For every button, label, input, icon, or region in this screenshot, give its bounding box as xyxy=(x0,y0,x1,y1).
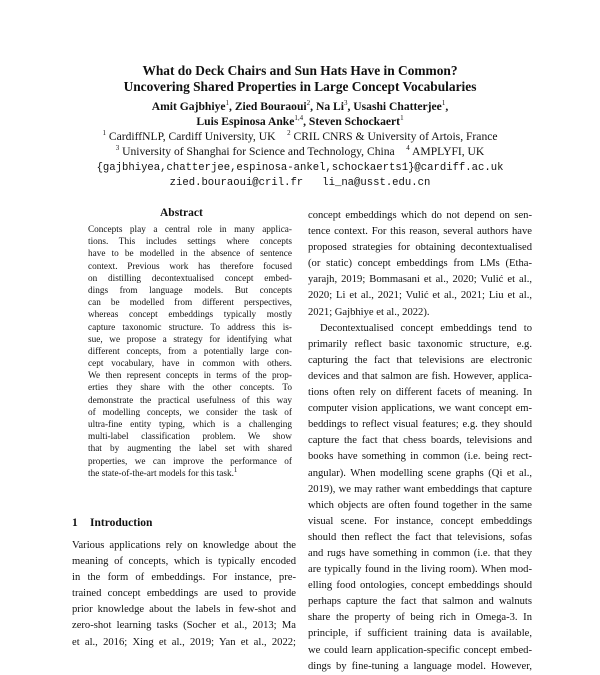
text-line: demonstrate the practical usefulness of this way xyxy=(88,395,292,406)
author-sup: 1,4 xyxy=(294,114,304,123)
affiliation-sup: 4 xyxy=(406,144,410,153)
affiliation-text: AMPLYFI, UK xyxy=(412,145,485,158)
text-line: in the form of embeddings. For instance, pre- xyxy=(72,572,296,584)
text-line: capturing the fact that televisions are electronic xyxy=(308,354,532,366)
section-number: 1 xyxy=(72,517,78,529)
text-line: concept embeddings which do not depend on sen- xyxy=(308,210,532,221)
text-line: computer vision applications, we want concept em- xyxy=(308,403,532,415)
text-line: have to be modelled in the absence of sentence xyxy=(88,249,292,260)
affiliation-text: University of Shanghai for Science and Technology, China xyxy=(122,145,395,158)
text-line: and rugs have something in common (i.e. that they xyxy=(308,547,532,559)
text-line: dings by fine-tuning a language model. However, xyxy=(308,660,532,672)
text-line: properties, we can improve the performance of xyxy=(88,456,292,467)
text-line: on distilling decontextualised concept embed- xyxy=(88,273,292,284)
text-line: capture the fact that chess boards, televisions and xyxy=(308,435,532,447)
text-line: We then represent concepts in terms of the prop- xyxy=(88,371,292,382)
text-line: sue, we propose a strategy for identifying what xyxy=(88,334,292,345)
author-name: Usashi Chatterjee xyxy=(353,100,442,113)
affiliation-text: CRIL CNRS & University of Artois, France xyxy=(293,130,498,143)
paper-title-line-1: What do Deck Chairs and Sun Hats Have in Common? xyxy=(142,63,458,78)
text-line: share the property of being rich in Omega-3. In xyxy=(308,612,532,624)
text-line: tence context. For this reason, several authors have xyxy=(308,226,532,238)
text-line: proposed strategies for obtaining decontextualised xyxy=(308,242,532,254)
text-line: 2019), we may rather want embeddings that capture xyxy=(308,483,532,495)
text-line: are typically found in the living room). When mod- xyxy=(308,564,532,576)
text-line: we could learn application-specific concept embed- xyxy=(308,644,532,656)
author-sup: 1 xyxy=(441,99,446,108)
author-line-1: Amit Gajbhiye$^1$, Zied Bouraoui$^2$, Na Li$^3$, Usashi Chatterjee$^1$, xyxy=(151,99,449,113)
text-line: primarily reflect basic taxonomic structure, e.g. xyxy=(308,338,532,350)
text-line: cept vocabulary, have in common with others. xyxy=(88,359,292,370)
author-sup: 2 xyxy=(306,99,311,108)
text-line: et al., 2016; Xing et al., 2019; Yan et al., 2022; xyxy=(72,636,296,648)
affiliation-sup: 1 xyxy=(102,129,106,138)
text-line: tions often rely on different facets of meaning. In xyxy=(308,387,532,399)
text-line: different concepts, from a potentially large con- xyxy=(88,346,292,357)
text-line: (or static) concept embeddings from LMs (Etha- xyxy=(308,258,532,270)
affiliation-sup: 3 xyxy=(115,144,120,153)
affiliation-text: CardiffNLP, Cardiff University, UK xyxy=(108,130,276,143)
text-line: erties they share with the other concepts. To xyxy=(88,383,292,394)
text-line: which objects are often found together in the same xyxy=(308,499,532,511)
text-line: context. Previous work has therefore focused xyxy=(88,261,292,272)
text-line: principle, if sufficient training data is available, xyxy=(308,628,532,640)
text-line: Decontextualised concept embeddings tend to xyxy=(320,322,532,334)
email-address: li_na@usst.edu.cn xyxy=(322,177,431,189)
left-column-body xyxy=(72,538,296,651)
text-line: zero-shot learning tasks (Socher et al., 2013; Ma xyxy=(72,620,296,632)
email-line-1: {gajbhiyea,chatterjee,espinosa-ankel,schockaerts1}@cardiff.ac.uk xyxy=(96,162,504,174)
text-line: should then reflect the fact that televisions, sofas xyxy=(308,531,532,543)
text-line: whereas concept embeddings typically mostly xyxy=(88,310,292,321)
text-line: the state-of-the-art models for this task.$^1$ xyxy=(88,465,238,479)
author-name: Zied Bouraoui xyxy=(234,100,307,113)
author-sup: 1 xyxy=(225,99,230,108)
text-line: ultra-fine entity typing, which is a challenging xyxy=(88,420,292,430)
text-line: perhaps capture the fact that salmon and walnuts xyxy=(308,596,532,608)
footnote-mark: 1 xyxy=(233,465,238,474)
email-line-2 xyxy=(0,176,600,190)
text-line: Various applications rely on knowledge about the xyxy=(72,540,296,551)
text-line: yarajh, 2019; Bommasani et al., 2020; Vulić et al., xyxy=(308,274,532,286)
abstract-body xyxy=(88,224,292,480)
section-title: Introduction xyxy=(90,517,153,529)
section-heading-introduction xyxy=(72,517,152,529)
text-line: devices and that salmon are fish. However, applica- xyxy=(308,370,532,382)
text-line: of modelling concepts, we consider the task of xyxy=(88,407,292,418)
text-line: multi-label classification problem. We show xyxy=(88,432,292,443)
text-line: dings from language models. But concepts xyxy=(88,285,292,296)
abstract-heading: Abstract xyxy=(160,207,203,219)
author-name: Luis Espinosa Anke xyxy=(196,115,295,128)
author-line-2: Luis Espinosa Anke$^{1,4}$, Steven Schockaert$^1$ xyxy=(196,114,404,128)
text-line: tions. This includes settings where concepts xyxy=(88,237,292,248)
text-line: trained concept embeddings are used to provide xyxy=(72,588,296,600)
text-line: Concepts play a central role in many applica- xyxy=(88,225,292,235)
paper-title-line-2: Uncovering Shared Properties in Large Concept Vocabularies xyxy=(123,79,477,94)
affiliation-sup: 2 xyxy=(287,129,291,138)
affiliation-line-2 xyxy=(0,145,600,159)
text-line: 2020; Li et al., 2021; Vulić et al., 2021; Liu et al., xyxy=(308,290,532,302)
text-line: visual scene. For instance, concept embeddings xyxy=(308,515,532,527)
author-sup: 3 xyxy=(343,99,348,108)
text-line: prior knowledge about the labels in few-shot and xyxy=(72,604,296,616)
text-line: meaning of concepts, which is typically encoded xyxy=(72,556,296,568)
text-line: books have something in common (i.e. being rect- xyxy=(308,451,532,463)
text-line: beddings to reflect visual features; e.g. they should xyxy=(308,419,532,431)
email-address: zied.bouraoui@cril.fr xyxy=(169,177,304,189)
text-line: elling food ontologies, concept embeddings should xyxy=(308,580,532,592)
text-line: that by augmenting the label set with shared xyxy=(88,444,292,455)
author-name: Amit Gajbhiye xyxy=(151,100,226,113)
text-line: capture taxonomic structure. To address this is- xyxy=(88,322,292,333)
text-line: 2021; Gajbhiye et al., 2022). xyxy=(308,306,430,318)
affiliation-line-1 xyxy=(0,130,600,144)
author-name: Na Li xyxy=(315,100,344,113)
author-sup: 1 xyxy=(400,114,404,123)
text-line: angular). When modelling scene graphs (Qi et al., xyxy=(308,467,532,479)
right-column-body xyxy=(308,208,532,675)
author-name: Steven Schockaert xyxy=(308,115,401,128)
text-line: can be modelled from different perspectives, xyxy=(88,298,292,309)
